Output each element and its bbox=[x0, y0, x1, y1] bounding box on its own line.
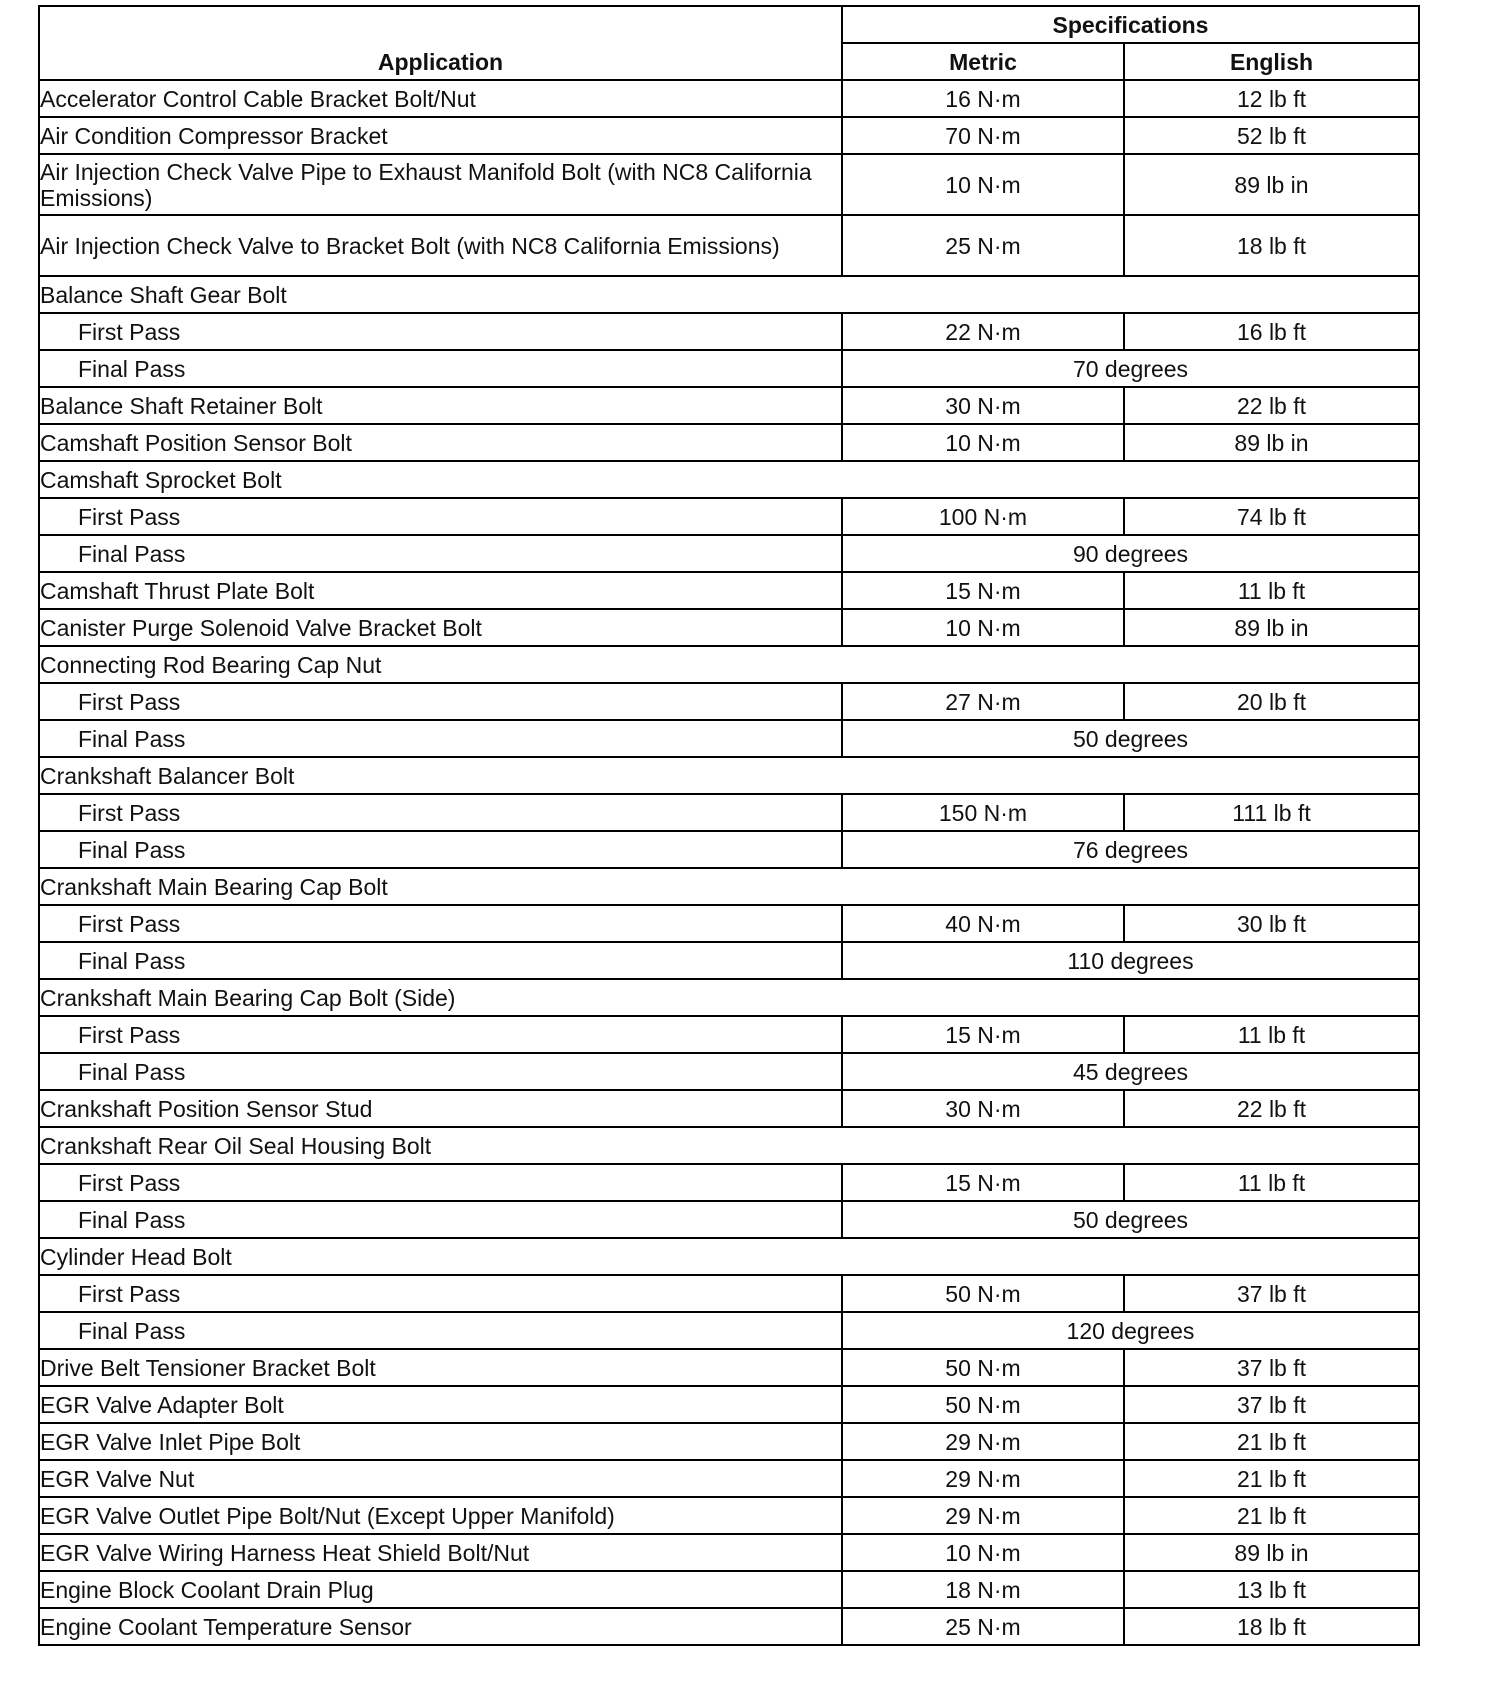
application-cell: First Pass bbox=[39, 1164, 842, 1201]
metric-cell: 29 N·m bbox=[842, 1460, 1124, 1497]
table-row bbox=[39, 276, 1419, 313]
table-row bbox=[39, 1349, 1419, 1386]
table-row bbox=[39, 683, 1419, 720]
metric-cell: 15 N·m bbox=[842, 572, 1124, 609]
table-row bbox=[39, 794, 1419, 831]
torque-spec-sheet bbox=[38, 5, 1418, 1646]
english-cell: 52 lb ft bbox=[1124, 117, 1419, 154]
table-row bbox=[39, 1016, 1419, 1053]
application-cell: EGR Valve Wiring Harness Heat Shield Bolt/Nut bbox=[39, 1534, 842, 1571]
table-row bbox=[39, 979, 1419, 1016]
table-row bbox=[39, 1312, 1419, 1349]
metric-cell: 10 N·m bbox=[842, 424, 1124, 461]
group-application-cell: Crankshaft Main Bearing Cap Bolt (Side) bbox=[39, 979, 1419, 1016]
metric-cell: 15 N·m bbox=[842, 1164, 1124, 1201]
english-cell: 30 lb ft bbox=[1124, 905, 1419, 942]
metric-cell: 29 N·m bbox=[842, 1497, 1124, 1534]
table-body bbox=[39, 80, 1419, 1645]
application-cell: Final Pass bbox=[39, 535, 842, 572]
application-cell: Air Injection Check Valve to Bracket Bolt (with NC8 California Emissions) bbox=[39, 215, 842, 276]
application-cell: Final Pass bbox=[39, 1201, 842, 1238]
angle-spec-cell: 45 degrees bbox=[842, 1053, 1419, 1090]
header-metric: Metric bbox=[842, 43, 1124, 80]
metric-cell: 40 N·m bbox=[842, 905, 1124, 942]
table-row bbox=[39, 1497, 1419, 1534]
application-cell: Balance Shaft Retainer Bolt bbox=[39, 387, 842, 424]
table-row bbox=[39, 1423, 1419, 1460]
application-cell: Final Pass bbox=[39, 942, 842, 979]
group-application-cell: Crankshaft Balancer Bolt bbox=[39, 757, 1419, 794]
application-cell: First Pass bbox=[39, 1275, 842, 1312]
metric-cell: 30 N·m bbox=[842, 387, 1124, 424]
english-cell: 22 lb ft bbox=[1124, 387, 1419, 424]
application-cell: Engine Block Coolant Drain Plug bbox=[39, 1571, 842, 1608]
application-cell: First Pass bbox=[39, 794, 842, 831]
metric-cell: 25 N·m bbox=[842, 215, 1124, 276]
metric-cell: 18 N·m bbox=[842, 1571, 1124, 1608]
table-row bbox=[39, 535, 1419, 572]
table-row bbox=[39, 1386, 1419, 1423]
angle-spec-cell: 50 degrees bbox=[842, 1201, 1419, 1238]
angle-spec-cell: 120 degrees bbox=[842, 1312, 1419, 1349]
metric-cell: 10 N·m bbox=[842, 154, 1124, 215]
application-cell: First Pass bbox=[39, 498, 842, 535]
metric-cell: 50 N·m bbox=[842, 1275, 1124, 1312]
metric-cell: 100 N·m bbox=[842, 498, 1124, 535]
english-cell: 89 lb in bbox=[1124, 154, 1419, 215]
metric-cell: 29 N·m bbox=[842, 1423, 1124, 1460]
metric-cell: 16 N·m bbox=[842, 80, 1124, 117]
header-row-top bbox=[39, 6, 1419, 43]
table-row bbox=[39, 905, 1419, 942]
english-cell: 12 lb ft bbox=[1124, 80, 1419, 117]
application-cell: EGR Valve Nut bbox=[39, 1460, 842, 1497]
torque-specifications-table bbox=[38, 5, 1420, 1646]
table-row bbox=[39, 609, 1419, 646]
table-row bbox=[39, 1534, 1419, 1571]
metric-cell: 50 N·m bbox=[842, 1386, 1124, 1423]
metric-cell: 27 N·m bbox=[842, 683, 1124, 720]
group-application-cell: Connecting Rod Bearing Cap Nut bbox=[39, 646, 1419, 683]
english-cell: 16 lb ft bbox=[1124, 313, 1419, 350]
angle-spec-cell: 110 degrees bbox=[842, 942, 1419, 979]
application-cell: First Pass bbox=[39, 1016, 842, 1053]
table-row bbox=[39, 1571, 1419, 1608]
application-cell: EGR Valve Adapter Bolt bbox=[39, 1386, 842, 1423]
angle-spec-cell: 50 degrees bbox=[842, 720, 1419, 757]
english-cell: 22 lb ft bbox=[1124, 1090, 1419, 1127]
english-cell: 18 lb ft bbox=[1124, 1608, 1419, 1645]
application-cell: Final Pass bbox=[39, 720, 842, 757]
english-cell: 21 lb ft bbox=[1124, 1423, 1419, 1460]
table-header bbox=[39, 6, 1419, 80]
angle-spec-cell: 90 degrees bbox=[842, 535, 1419, 572]
english-cell: 11 lb ft bbox=[1124, 1016, 1419, 1053]
table-row bbox=[39, 942, 1419, 979]
table-row bbox=[39, 572, 1419, 609]
application-cell: Drive Belt Tensioner Bracket Bolt bbox=[39, 1349, 842, 1386]
group-application-cell: Crankshaft Rear Oil Seal Housing Bolt bbox=[39, 1127, 1419, 1164]
application-cell: Final Pass bbox=[39, 1053, 842, 1090]
application-cell: Camshaft Thrust Plate Bolt bbox=[39, 572, 842, 609]
metric-cell: 10 N·m bbox=[842, 609, 1124, 646]
application-cell: Final Pass bbox=[39, 831, 842, 868]
application-cell: Air Injection Check Valve Pipe to Exhaust Manifold Bolt (with NC8 California Emissions) bbox=[39, 154, 842, 215]
metric-cell: 70 N·m bbox=[842, 117, 1124, 154]
table-row bbox=[39, 154, 1419, 215]
english-cell: 13 lb ft bbox=[1124, 1571, 1419, 1608]
table-row bbox=[39, 831, 1419, 868]
metric-cell: 50 N·m bbox=[842, 1349, 1124, 1386]
table-row bbox=[39, 350, 1419, 387]
application-cell: First Pass bbox=[39, 905, 842, 942]
table-row bbox=[39, 424, 1419, 461]
table-row bbox=[39, 720, 1419, 757]
application-cell: Air Condition Compressor Bracket bbox=[39, 117, 842, 154]
application-cell: EGR Valve Inlet Pipe Bolt bbox=[39, 1423, 842, 1460]
english-cell: 21 lb ft bbox=[1124, 1497, 1419, 1534]
english-cell: 111 lb ft bbox=[1124, 794, 1419, 831]
table-row bbox=[39, 1238, 1419, 1275]
table-row bbox=[39, 313, 1419, 350]
application-cell: Canister Purge Solenoid Valve Bracket Bolt bbox=[39, 609, 842, 646]
application-cell: Camshaft Position Sensor Bolt bbox=[39, 424, 842, 461]
table-row bbox=[39, 1275, 1419, 1312]
english-cell: 11 lb ft bbox=[1124, 1164, 1419, 1201]
english-cell: 89 lb in bbox=[1124, 424, 1419, 461]
table-row bbox=[39, 461, 1419, 498]
header-application: Application bbox=[39, 6, 842, 80]
table-row bbox=[39, 646, 1419, 683]
application-cell: EGR Valve Outlet Pipe Bolt/Nut (Except Upper Manifold) bbox=[39, 1497, 842, 1534]
metric-cell: 15 N·m bbox=[842, 1016, 1124, 1053]
metric-cell: 22 N·m bbox=[842, 313, 1124, 350]
angle-spec-cell: 70 degrees bbox=[842, 350, 1419, 387]
english-cell: 21 lb ft bbox=[1124, 1460, 1419, 1497]
english-cell: 37 lb ft bbox=[1124, 1386, 1419, 1423]
application-cell: Final Pass bbox=[39, 1312, 842, 1349]
group-application-cell: Crankshaft Main Bearing Cap Bolt bbox=[39, 868, 1419, 905]
angle-spec-cell: 76 degrees bbox=[842, 831, 1419, 868]
table-row bbox=[39, 1201, 1419, 1238]
application-cell: Final Pass bbox=[39, 350, 842, 387]
english-cell: 89 lb in bbox=[1124, 609, 1419, 646]
application-cell: Engine Coolant Temperature Sensor bbox=[39, 1608, 842, 1645]
table-row bbox=[39, 868, 1419, 905]
table-row bbox=[39, 1460, 1419, 1497]
english-cell: 11 lb ft bbox=[1124, 572, 1419, 609]
english-cell: 74 lb ft bbox=[1124, 498, 1419, 535]
metric-cell: 10 N·m bbox=[842, 1534, 1124, 1571]
table-row bbox=[39, 1608, 1419, 1645]
header-english: English bbox=[1124, 43, 1419, 80]
metric-cell: 150 N·m bbox=[842, 794, 1124, 831]
english-cell: 20 lb ft bbox=[1124, 683, 1419, 720]
application-cell: Crankshaft Position Sensor Stud bbox=[39, 1090, 842, 1127]
metric-cell: 30 N·m bbox=[842, 1090, 1124, 1127]
application-cell: First Pass bbox=[39, 313, 842, 350]
table-row bbox=[39, 1053, 1419, 1090]
table-row bbox=[39, 1090, 1419, 1127]
group-application-cell: Camshaft Sprocket Bolt bbox=[39, 461, 1419, 498]
table-row bbox=[39, 757, 1419, 794]
metric-cell: 25 N·m bbox=[842, 1608, 1124, 1645]
table-row bbox=[39, 498, 1419, 535]
table-row bbox=[39, 117, 1419, 154]
group-application-cell: Cylinder Head Bolt bbox=[39, 1238, 1419, 1275]
application-cell: Accelerator Control Cable Bracket Bolt/Nut bbox=[39, 80, 842, 117]
english-cell: 89 lb in bbox=[1124, 1534, 1419, 1571]
table-row bbox=[39, 215, 1419, 276]
english-cell: 37 lb ft bbox=[1124, 1349, 1419, 1386]
group-application-cell: Balance Shaft Gear Bolt bbox=[39, 276, 1419, 313]
header-specifications: Specifications bbox=[842, 6, 1419, 43]
table-row bbox=[39, 1164, 1419, 1201]
english-cell: 37 lb ft bbox=[1124, 1275, 1419, 1312]
application-cell: First Pass bbox=[39, 683, 842, 720]
table-row bbox=[39, 1127, 1419, 1164]
table-row bbox=[39, 80, 1419, 117]
english-cell: 18 lb ft bbox=[1124, 215, 1419, 276]
table-row bbox=[39, 387, 1419, 424]
